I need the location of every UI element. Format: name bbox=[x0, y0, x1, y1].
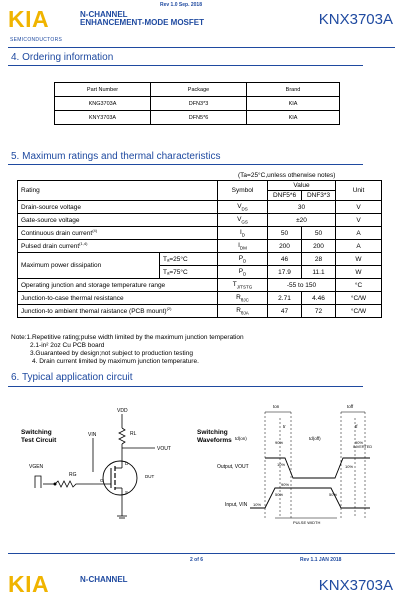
output-waveform-label: Output, VOUT bbox=[217, 464, 249, 470]
note-4: 4. Drain current limited by maximum junction temperature. bbox=[32, 358, 199, 365]
table-row bbox=[18, 253, 382, 266]
output-90-label: 90% bbox=[275, 440, 284, 445]
package-cell: DFN3*3 bbox=[151, 97, 247, 111]
ratings-header-row bbox=[18, 181, 382, 191]
rating-header: Rating bbox=[18, 181, 218, 201]
col-package: Package bbox=[151, 83, 247, 97]
waveforms-title-line2: Waveforms bbox=[197, 437, 232, 444]
header-rule bbox=[8, 47, 395, 48]
part-number-cell: KNG3703A bbox=[55, 97, 151, 111]
kia-logo: KIA bbox=[8, 6, 50, 32]
header-type-line1: N-CHANNEL bbox=[80, 10, 128, 19]
value-cell: 46 bbox=[268, 253, 302, 266]
ratings-condition: (Ta=25°C,unless otherwise notes) bbox=[238, 172, 336, 179]
rating-label: Continuous drain current$^{(4)}$ bbox=[18, 227, 218, 240]
note-1: Note:1.Repetitive rating;pulse width limited by the maximum junction temperation bbox=[11, 334, 244, 341]
rating-label: Junction-to-case thermal resistance bbox=[18, 292, 218, 305]
test-circuit-title-line1: Switching bbox=[21, 429, 52, 436]
ordering-section-title: 4. Ordering information bbox=[11, 52, 114, 63]
unit-cell: V bbox=[336, 201, 382, 214]
vin-label: VIN bbox=[88, 432, 97, 438]
value-cell: 72 bbox=[302, 305, 336, 318]
input-waveform-label: Input, VIN bbox=[225, 502, 248, 508]
footer-rule bbox=[8, 553, 395, 554]
s-label: S bbox=[125, 490, 129, 495]
rg-label: RG bbox=[69, 472, 77, 478]
table-row bbox=[18, 201, 382, 214]
vgen-label: VGEN bbox=[29, 464, 44, 470]
symbol-header: Symbol bbox=[218, 181, 268, 201]
rating-label: Junction-to ambient themal raistance (PCB mount)$^{(2)}$ bbox=[18, 305, 218, 318]
symbol-cell: $V_{DS}$ bbox=[218, 201, 268, 214]
value-cell: 4.46 bbox=[302, 292, 336, 305]
input-10-label: 10% bbox=[253, 502, 262, 507]
rl-label: RL bbox=[130, 431, 137, 437]
ordering-title-rule bbox=[8, 65, 363, 66]
ton-label: ton bbox=[273, 404, 280, 409]
output-waveform bbox=[265, 458, 370, 478]
ordering-header-row bbox=[55, 83, 340, 97]
symbol-cell: $R_{\theta JC}$ bbox=[218, 292, 268, 305]
symbol-cell: $P_D$ bbox=[218, 266, 268, 279]
pulse-width-label: PULSE WIDTH bbox=[293, 520, 321, 525]
dut-label: DUT bbox=[145, 474, 155, 479]
unit-cell: W bbox=[336, 266, 382, 279]
toff-label: toff bbox=[347, 404, 354, 409]
unit-cell: °C/W bbox=[336, 305, 382, 318]
table-row bbox=[55, 97, 340, 111]
application-section-title: 6. Typical application circuit bbox=[11, 372, 133, 383]
input-90-label: 90% bbox=[281, 482, 290, 487]
unit-header: Unit bbox=[336, 181, 382, 201]
value-cell: 50 bbox=[268, 227, 302, 240]
footer-type: N-CHANNEL bbox=[80, 575, 128, 584]
symbol-cell: $P_D$ bbox=[218, 253, 268, 266]
unit-cell: °C bbox=[336, 279, 382, 292]
value-cell: ±20 bbox=[268, 214, 336, 227]
col-part-number: Part Number bbox=[55, 83, 151, 97]
value-cell: 17.9 bbox=[268, 266, 302, 279]
header-revision: Rev 1.0 Sep. 2018 bbox=[160, 2, 202, 8]
ordering-table bbox=[54, 82, 340, 125]
value-cell: 200 bbox=[268, 240, 302, 253]
tf-label: tf bbox=[355, 424, 358, 429]
gate-resistor bbox=[55, 481, 93, 487]
header-part-number: KNX3703A bbox=[318, 11, 393, 28]
input-waveform bbox=[250, 488, 370, 508]
table-row bbox=[18, 214, 382, 227]
value-cell: 30 bbox=[268, 201, 336, 214]
symbol-cell: $I_{DM}$ bbox=[218, 240, 268, 253]
rating-label: Pulsed drain current$^{(1,4)}$ bbox=[18, 240, 218, 253]
footer-page-number: 2 of 6 bbox=[190, 557, 204, 563]
rating-label: Gate-source voltage bbox=[18, 214, 218, 227]
pulse-source bbox=[35, 476, 41, 488]
input-50-label: 50% bbox=[275, 492, 284, 497]
input-50-label-right: 50% bbox=[329, 492, 338, 497]
footer-kia-logo: KIA bbox=[8, 571, 50, 597]
table-row bbox=[18, 227, 382, 240]
footer-revision: Rev 1.1 JAN 2018 bbox=[300, 557, 342, 563]
dfn33-header: DNF3*3 bbox=[302, 191, 336, 201]
tr-label: tr bbox=[283, 424, 286, 429]
output-10-label: 10% bbox=[277, 462, 286, 467]
symbol-cell: $I_D$ bbox=[218, 227, 268, 240]
brand-cell: KIA bbox=[247, 111, 340, 125]
g-label: G bbox=[100, 478, 104, 483]
col-brand: Brand bbox=[247, 83, 340, 97]
package-cell: DFN5*6 bbox=[151, 111, 247, 125]
inverted-label: INVERTED bbox=[353, 445, 373, 449]
unit-cell: A bbox=[336, 227, 382, 240]
vdd-label: VDD bbox=[117, 408, 128, 414]
switching-waveforms bbox=[195, 398, 390, 538]
ratings-title-rule bbox=[8, 164, 363, 165]
value-cell: 50 bbox=[302, 227, 336, 240]
value-cell: 2.71 bbox=[268, 292, 302, 305]
table-row bbox=[18, 292, 382, 305]
vout-label: VOUT bbox=[157, 446, 171, 452]
test-circuit-title-line2: Test Circuit bbox=[21, 437, 57, 444]
brand-cell: KIA bbox=[247, 97, 340, 111]
unit-cell: V bbox=[336, 214, 382, 227]
note-3: 3.Guaranteed by design;not subject to production testing bbox=[30, 350, 193, 357]
mosfet-symbol bbox=[103, 461, 137, 495]
rating-label: Drain-source voltage bbox=[18, 201, 218, 214]
d-label: D bbox=[125, 461, 129, 466]
symbol-cell: $T_{J/TSTG}$ bbox=[218, 279, 268, 292]
ratings-section-title: 5. Maximum ratings and thermal characteristics bbox=[11, 151, 221, 162]
value-cell: 200 bbox=[302, 240, 336, 253]
value-cell: 11.1 bbox=[302, 266, 336, 279]
symbol-cell: $V_{GS}$ bbox=[218, 214, 268, 227]
dfn56-header: DNF5*6 bbox=[268, 191, 302, 201]
application-title-rule bbox=[8, 386, 363, 387]
switching-test-circuit bbox=[15, 398, 190, 538]
symbol-cell: $R_{\theta JA}$ bbox=[218, 305, 268, 318]
part-number-cell: KNY3703A bbox=[55, 111, 151, 125]
rating-label: Maximum power dissipation bbox=[18, 253, 160, 279]
unit-cell: °C/W bbox=[336, 292, 382, 305]
waveforms-title-line1: Switching bbox=[197, 429, 228, 436]
value-cell: 47 bbox=[268, 305, 302, 318]
condition-cell: Tₐ=25°C bbox=[160, 253, 218, 266]
gen-node bbox=[54, 483, 57, 486]
tdoff-label: td(off) bbox=[309, 436, 321, 441]
value-cell: 28 bbox=[302, 253, 336, 266]
header-type-line2: ENHANCEMENT-MODE MOSFET bbox=[80, 18, 204, 27]
unit-cell: W bbox=[336, 253, 382, 266]
table-row bbox=[55, 111, 340, 125]
value-header: Value bbox=[268, 181, 336, 191]
tdon-label: td(on) bbox=[235, 436, 247, 441]
table-row bbox=[18, 279, 382, 292]
load-resistor bbox=[119, 428, 125, 444]
condition-cell: Tₐ=75°C bbox=[160, 266, 218, 279]
output-90-label-right: 90% bbox=[355, 440, 364, 445]
output-10-label-right: 10% bbox=[345, 464, 354, 469]
note-2: 2.1-in² 2oz Cu PCB board bbox=[30, 342, 105, 349]
ratings-table bbox=[17, 180, 382, 318]
unit-cell: A bbox=[336, 240, 382, 253]
table-row bbox=[18, 240, 382, 253]
rating-label: Operating junction and storage temperature range bbox=[18, 279, 218, 292]
table-row bbox=[18, 305, 382, 318]
value-cell: -55 to 150 bbox=[268, 279, 336, 292]
footer-part-number: KNX3703A bbox=[318, 577, 393, 594]
logo-subtitle: SEMICONDUCTORS bbox=[10, 37, 63, 43]
